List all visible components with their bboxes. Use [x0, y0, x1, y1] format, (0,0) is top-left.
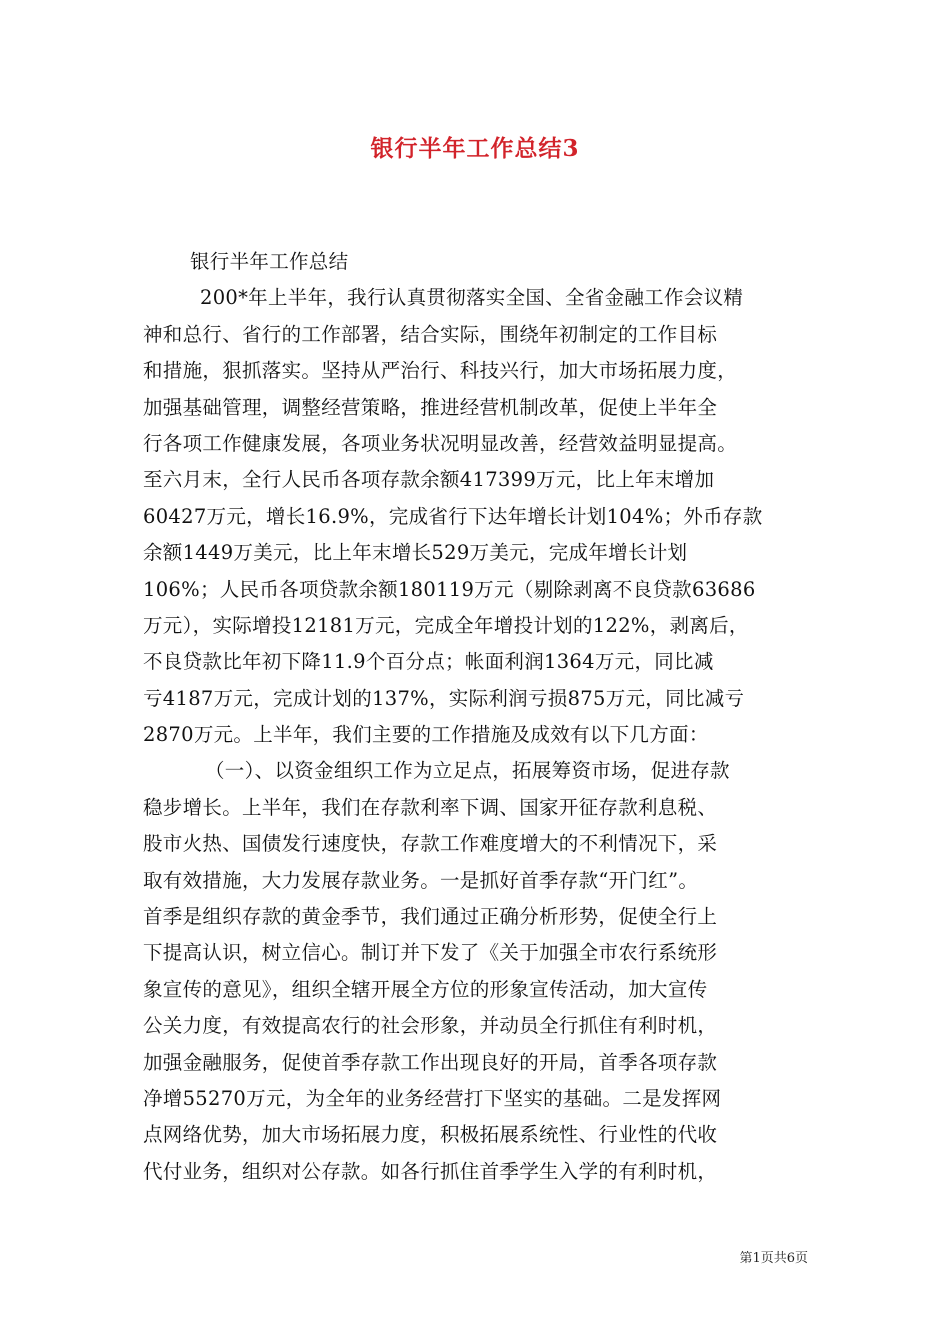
- paragraph-line: 净增55270万元，为全年的业务经营打下坚实的基础。二是发挥网: [143, 1086, 722, 1110]
- paragraph-line: 行各项工作健康发展，各项业务状况明显改善，经营效益明显提高。: [143, 431, 738, 455]
- paragraph-line: 首季是组织存款的黄金季节，我们通过正确分析形势，促使全行上: [143, 905, 718, 929]
- paragraph-line: 至六月末，全行人民币各项存款余额417399万元，比上年末增加: [143, 468, 715, 492]
- paragraph-line: 稳步增长。上半年，我们在存款利率下调、国家开征存款利息税、: [143, 795, 718, 819]
- paragraph-line: 取有效措施，大力发展存款业务。一是抓好首季存款“开门红”。: [143, 868, 699, 892]
- paragraph-line: 200*年上半年，我行认真贯彻落实全国、全省金融工作会议精: [200, 286, 744, 310]
- paragraph-line: 点网络优势，加大市场拓展力度，积极拓展系统性、行业性的代收: [143, 1123, 718, 1147]
- paragraph-line: 106%；人民币各项贷款余额180119万元（剔除剥离不良贷款63686: [143, 577, 756, 601]
- paragraph-line: 代付业务，组织对公存款。如各行抓住首季学生入学的有利时机，: [143, 1159, 718, 1183]
- paragraph-line: 不良贷款比年初下降11.9个百分点；帐面利润1364万元，同比减: [143, 650, 714, 674]
- paragraph-line: （一）、以资金组织工作为立足点，拓展筹资市场，促进存款: [205, 759, 730, 783]
- paragraph-line: 万元），实际增投12181万元，完成全年增投计划的122%，剥离后，: [143, 613, 749, 637]
- document-title: 银行半年工作总结3: [370, 135, 580, 162]
- paragraph-line: 2870万元。上半年，我们主要的工作措施及成效有以下几方面：: [143, 723, 709, 747]
- paragraph-line: 股市火热、国债发行速度快，存款工作难度增大的不利情况下，采: [143, 832, 718, 856]
- paragraph-line: 公关力度，有效提高农行的社会形象，并动员全行抓住有利时机，: [143, 1014, 718, 1038]
- paragraph-line: 亏4187万元，完成计划的137%，实际利润亏损875万元，同比减亏: [143, 686, 745, 710]
- paragraph-line: 60427万元，增长16.9%，完成省行下达年增长计划104%；外币存款: [143, 504, 763, 528]
- paragraph-line: 加强基础管理，调整经营策略，推进经营机制改革，促使上半年全: [143, 395, 718, 419]
- page-number-footer: 第1页共6页: [739, 1251, 808, 1266]
- paragraph-line: 加强金融服务，促使首季存款工作出现良好的开局，首季各项存款: [143, 1050, 718, 1074]
- section-heading-line: 银行半年工作总结: [190, 250, 349, 273]
- paragraph-line: 余额1449万美元，比上年末增长529万美元，完成年增长计划: [143, 541, 688, 565]
- paragraph-line: 神和总行、省行的工作部署，结合实际，围绕年初制定的工作目标: [143, 322, 718, 346]
- paragraph-line: 下提高认识，树立信心。制订并下发了《关于加强全市农行系统形: [143, 941, 718, 965]
- paragraph-line: 和措施，狠抓落实。坚持从严治行、科技兴行，加大市场拓展力度，: [143, 359, 738, 383]
- document-body: [143, 244, 823, 1190]
- paragraph-line: 象宣传的意见》，组织全辖开展全方位的形象宣传活动，加大宣传: [143, 977, 708, 1001]
